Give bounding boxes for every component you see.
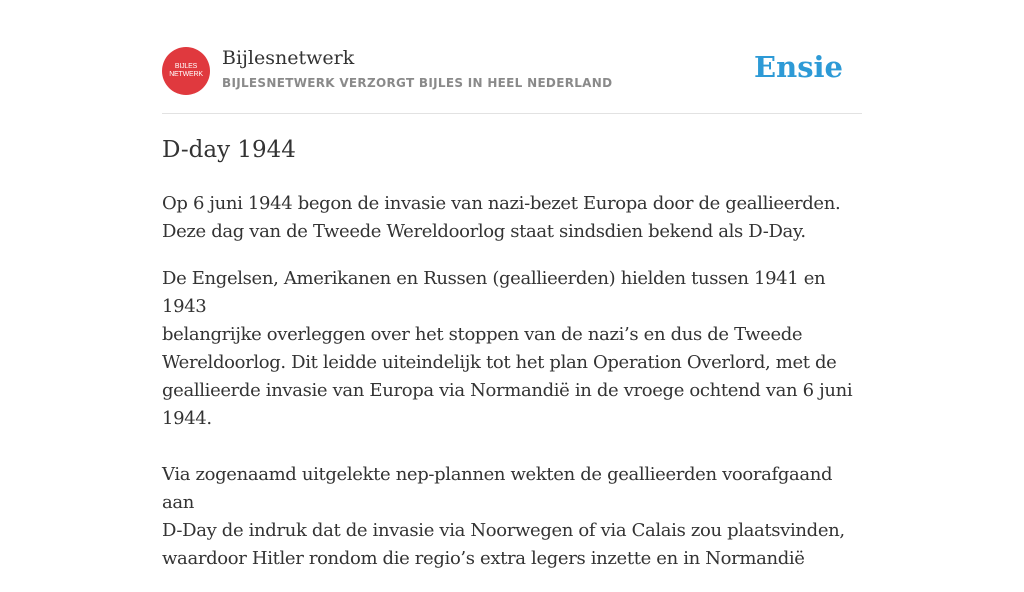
article-paragraph-1: Op 6 juni 1944 begon de invasie van nazi-bezet Europa door de geallieerden. Deze dag van de Tweede Wereldoorlog staat sindsdien bekend als D-Day.	[162, 193, 841, 242]
site-header	[162, 46, 862, 96]
logo-text-line-1: BIJLES	[174, 63, 198, 70]
ensie-logo[interactable]: Ensie	[754, 50, 843, 84]
bijlesnetwerk-logo[interactable]	[162, 47, 210, 95]
logo-text-line-2: NETWERK	[169, 71, 203, 78]
header-divider	[162, 113, 862, 114]
article-body	[162, 190, 867, 592]
article-title: D-day 1944	[162, 137, 296, 163]
author-tagline: BIJLESNETWERK VERZORGT BIJLES IN HEEL NEDERLAND	[222, 76, 613, 90]
article-paragraph-2: De Engelsen, Amerikanen en Russen (geallieerden) hielden tussen 1941 en 1943 belangrijke overleggen over het stoppen van de nazi’s en dus de Tweede Wereldoorlog. Dit leidde uiteindelijk tot het plan Operation Overlord, met de geallieerde invasie van Europa via Normandië in de vroege ochtend van 6 juni 1944. Via zogenaamd uitgelekte nep-plannen wekten de geallieerden voorafgaand aan D-Day de indruk dat de invasie via Noorwegen of via Calais zou plaatsvinden, waardoor Hitler rondom die regio’s extra legers inzette en in Normandië	[162, 268, 853, 569]
author-name[interactable]: Bijlesnetwerk	[222, 47, 355, 69]
